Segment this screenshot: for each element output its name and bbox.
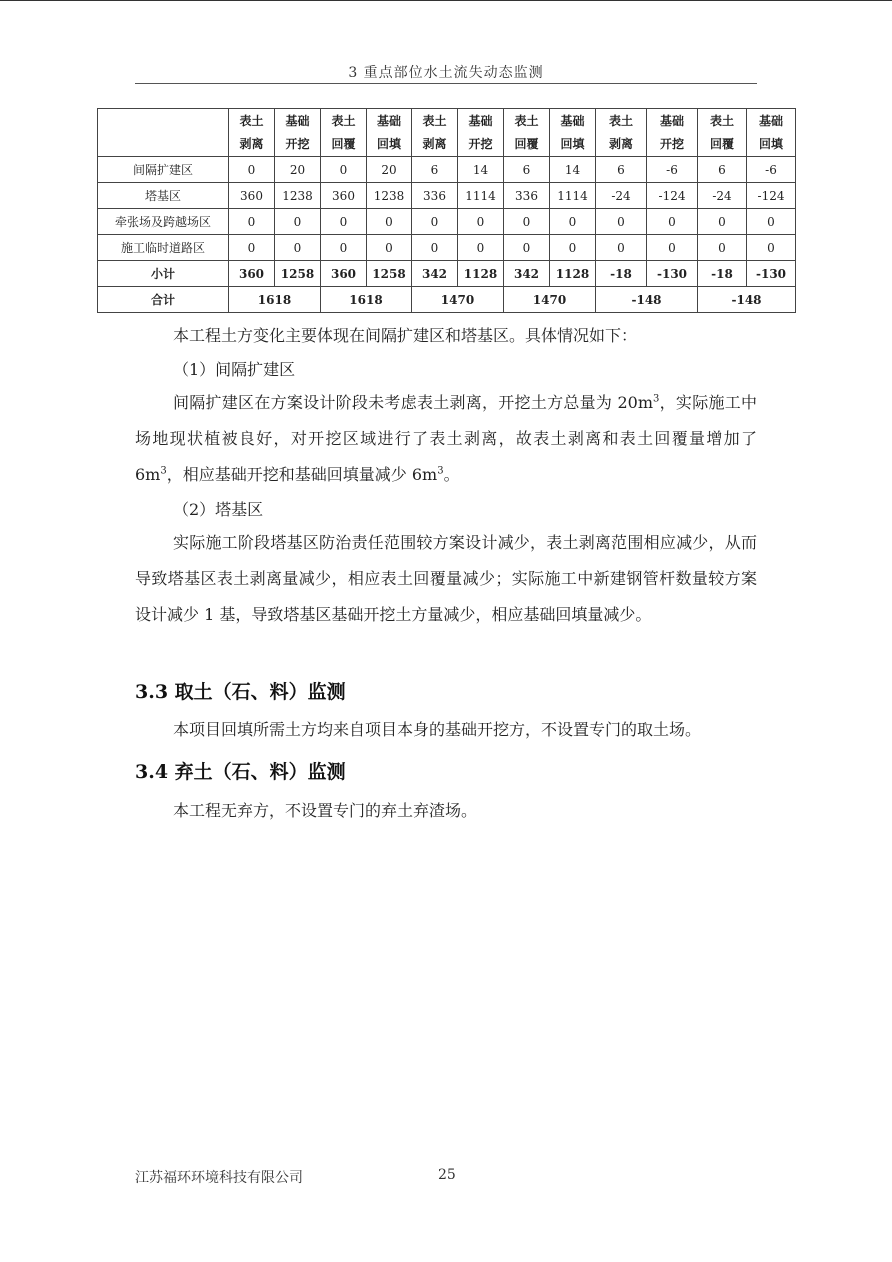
- value-cell: 0: [550, 209, 596, 235]
- sub1-text-part3: ，相应基础开挖和基础回填量减少 6m: [166, 465, 438, 484]
- value-cell: 1238: [275, 183, 321, 209]
- value-cell: 0: [698, 209, 747, 235]
- row-label-cell: 牵张场及跨越场区: [98, 209, 229, 235]
- total-value-cell: 1470: [504, 287, 596, 313]
- subsection-1-title: （1）间隔扩建区: [173, 360, 296, 379]
- value-cell: 342: [412, 261, 458, 287]
- row-label-cell: 施工临时道路区: [98, 235, 229, 261]
- page-top-border: [0, 0, 892, 1]
- value-cell: -130: [747, 261, 796, 287]
- sub1-text-part1: 间隔扩建区在方案设计阶段未考虑表土剥离，开挖土方总量为 20m: [173, 393, 654, 412]
- value-cell: 0: [647, 235, 698, 261]
- value-cell: 0: [229, 235, 275, 261]
- value-cell: 1238: [367, 183, 412, 209]
- footer-company: 江苏福环环境科技有限公司: [135, 1170, 303, 1186]
- value-cell: 0: [698, 235, 747, 261]
- table-row: [98, 261, 796, 287]
- value-cell: 342: [504, 261, 550, 287]
- section-3-3-paragraph: 本项目回填所需土方均来自项目本身的基础开挖方，不设置专门的取土场。: [173, 720, 702, 739]
- column-header: 表土 回覆: [321, 109, 367, 157]
- column-header: 表土 剥离: [229, 109, 275, 157]
- value-cell: -24: [698, 183, 747, 209]
- column-header: 基础 回填: [747, 109, 796, 157]
- table-row: [98, 157, 796, 183]
- value-cell: 0: [412, 235, 458, 261]
- value-cell: 0: [367, 235, 412, 261]
- value-cell: -130: [647, 261, 698, 287]
- subsection-1-paragraph: [135, 385, 757, 493]
- header-rule: [135, 83, 757, 84]
- value-cell: 0: [504, 235, 550, 261]
- value-cell: 14: [550, 157, 596, 183]
- column-header: 表土 回覆: [504, 109, 550, 157]
- section-3-4-heading: 3.4 弃土（石、料）监测: [135, 761, 346, 783]
- superscript-3: 3: [653, 393, 660, 405]
- value-cell: 336: [412, 183, 458, 209]
- value-cell: 20: [367, 157, 412, 183]
- column-header: 基础 开挖: [647, 109, 698, 157]
- value-cell: 0: [596, 209, 647, 235]
- total-value-cell: 1618: [229, 287, 321, 313]
- value-cell: 0: [321, 157, 367, 183]
- total-label-cell: 合计: [98, 287, 229, 313]
- value-cell: -24: [596, 183, 647, 209]
- value-cell: 360: [321, 261, 367, 287]
- value-cell: -124: [647, 183, 698, 209]
- value-cell: 0: [458, 235, 504, 261]
- sub1-text-part4: 。: [443, 465, 460, 484]
- value-cell: 0: [229, 209, 275, 235]
- total-value-cell: -148: [596, 287, 698, 313]
- value-cell: 0: [647, 209, 698, 235]
- value-cell: 6: [504, 157, 550, 183]
- value-cell: 0: [275, 235, 321, 261]
- value-cell: -18: [698, 261, 747, 287]
- value-cell: 0: [412, 209, 458, 235]
- value-cell: 0: [747, 235, 796, 261]
- column-header: 表土 回覆: [698, 109, 747, 157]
- column-header: 基础 回填: [367, 109, 412, 157]
- value-cell: 0: [550, 235, 596, 261]
- column-header: 基础 回填: [550, 109, 596, 157]
- row-label-cell: 小计: [98, 261, 229, 287]
- table-row: [98, 183, 796, 209]
- column-header: 表土 剥离: [596, 109, 647, 157]
- column-header: 基础 开挖: [458, 109, 504, 157]
- value-cell: 336: [504, 183, 550, 209]
- value-cell: -124: [747, 183, 796, 209]
- value-cell: 0: [458, 209, 504, 235]
- value-cell: 0: [367, 209, 412, 235]
- value-cell: -18: [596, 261, 647, 287]
- value-cell: 20: [275, 157, 321, 183]
- value-cell: 6: [412, 157, 458, 183]
- value-cell: 0: [321, 235, 367, 261]
- value-cell: 0: [747, 209, 796, 235]
- section-3-3-heading: 3.3 取土（石、料）监测: [135, 681, 346, 703]
- row-label-cell: 塔基区: [98, 183, 229, 209]
- value-cell: 360: [229, 183, 275, 209]
- value-cell: 0: [504, 209, 550, 235]
- table-header-row: [98, 109, 796, 157]
- row-label-cell: 间隔扩建区: [98, 157, 229, 183]
- page-number: 25: [438, 1167, 456, 1183]
- value-cell: 1128: [458, 261, 504, 287]
- table-total-row: [98, 287, 796, 313]
- value-cell: 6: [596, 157, 647, 183]
- value-cell: 1258: [367, 261, 412, 287]
- table-row: [98, 235, 796, 261]
- earthwork-table: [97, 108, 796, 313]
- total-value-cell: -148: [698, 287, 796, 313]
- sub1-text-part2: ，实际施工中场地现状植被良好，对开挖区域进行了表土剥离，故表土剥离和表土回覆量增加了 6m: [135, 393, 757, 484]
- value-cell: 0: [596, 235, 647, 261]
- value-cell: 6: [698, 157, 747, 183]
- section-3-4-paragraph: 本工程无弃方，不设置专门的弃土弃渣场。: [173, 801, 478, 820]
- value-cell: 0: [275, 209, 321, 235]
- value-cell: 1258: [275, 261, 321, 287]
- value-cell: 360: [229, 261, 275, 287]
- subsection-2-paragraph: 实际施工阶段塔基区防治责任范围较方案设计减少，表土剥离范围相应减少，从而导致塔基区表土剥离量减少，相应表土回覆量减少；实际施工中新建钢管杆数量较方案设计减少 1 基，导致塔基区基础开挖土方量减少，相应基础回填量减少。: [135, 533, 757, 624]
- value-cell: 14: [458, 157, 504, 183]
- total-value-cell: 1618: [321, 287, 412, 313]
- value-cell: 0: [321, 209, 367, 235]
- total-value-cell: 1470: [412, 287, 504, 313]
- superscript-3: 3: [437, 465, 444, 477]
- intro-paragraph: 本工程土方变化主要体现在间隔扩建区和塔基区。具体情况如下：: [173, 326, 638, 345]
- value-cell: -6: [747, 157, 796, 183]
- running-header: 3 重点部位水土流失动态监测: [348, 65, 544, 81]
- column-header: 表土 剥离: [412, 109, 458, 157]
- value-cell: -6: [647, 157, 698, 183]
- value-cell: 0: [229, 157, 275, 183]
- subsection-2-title: （2）塔基区: [173, 500, 264, 519]
- superscript-3: 3: [160, 465, 167, 477]
- table-row: [98, 209, 796, 235]
- value-cell: 1128: [550, 261, 596, 287]
- value-cell: 1114: [550, 183, 596, 209]
- column-header: 基础 开挖: [275, 109, 321, 157]
- header-corner-cell: [98, 109, 229, 157]
- value-cell: 1114: [458, 183, 504, 209]
- value-cell: 360: [321, 183, 367, 209]
